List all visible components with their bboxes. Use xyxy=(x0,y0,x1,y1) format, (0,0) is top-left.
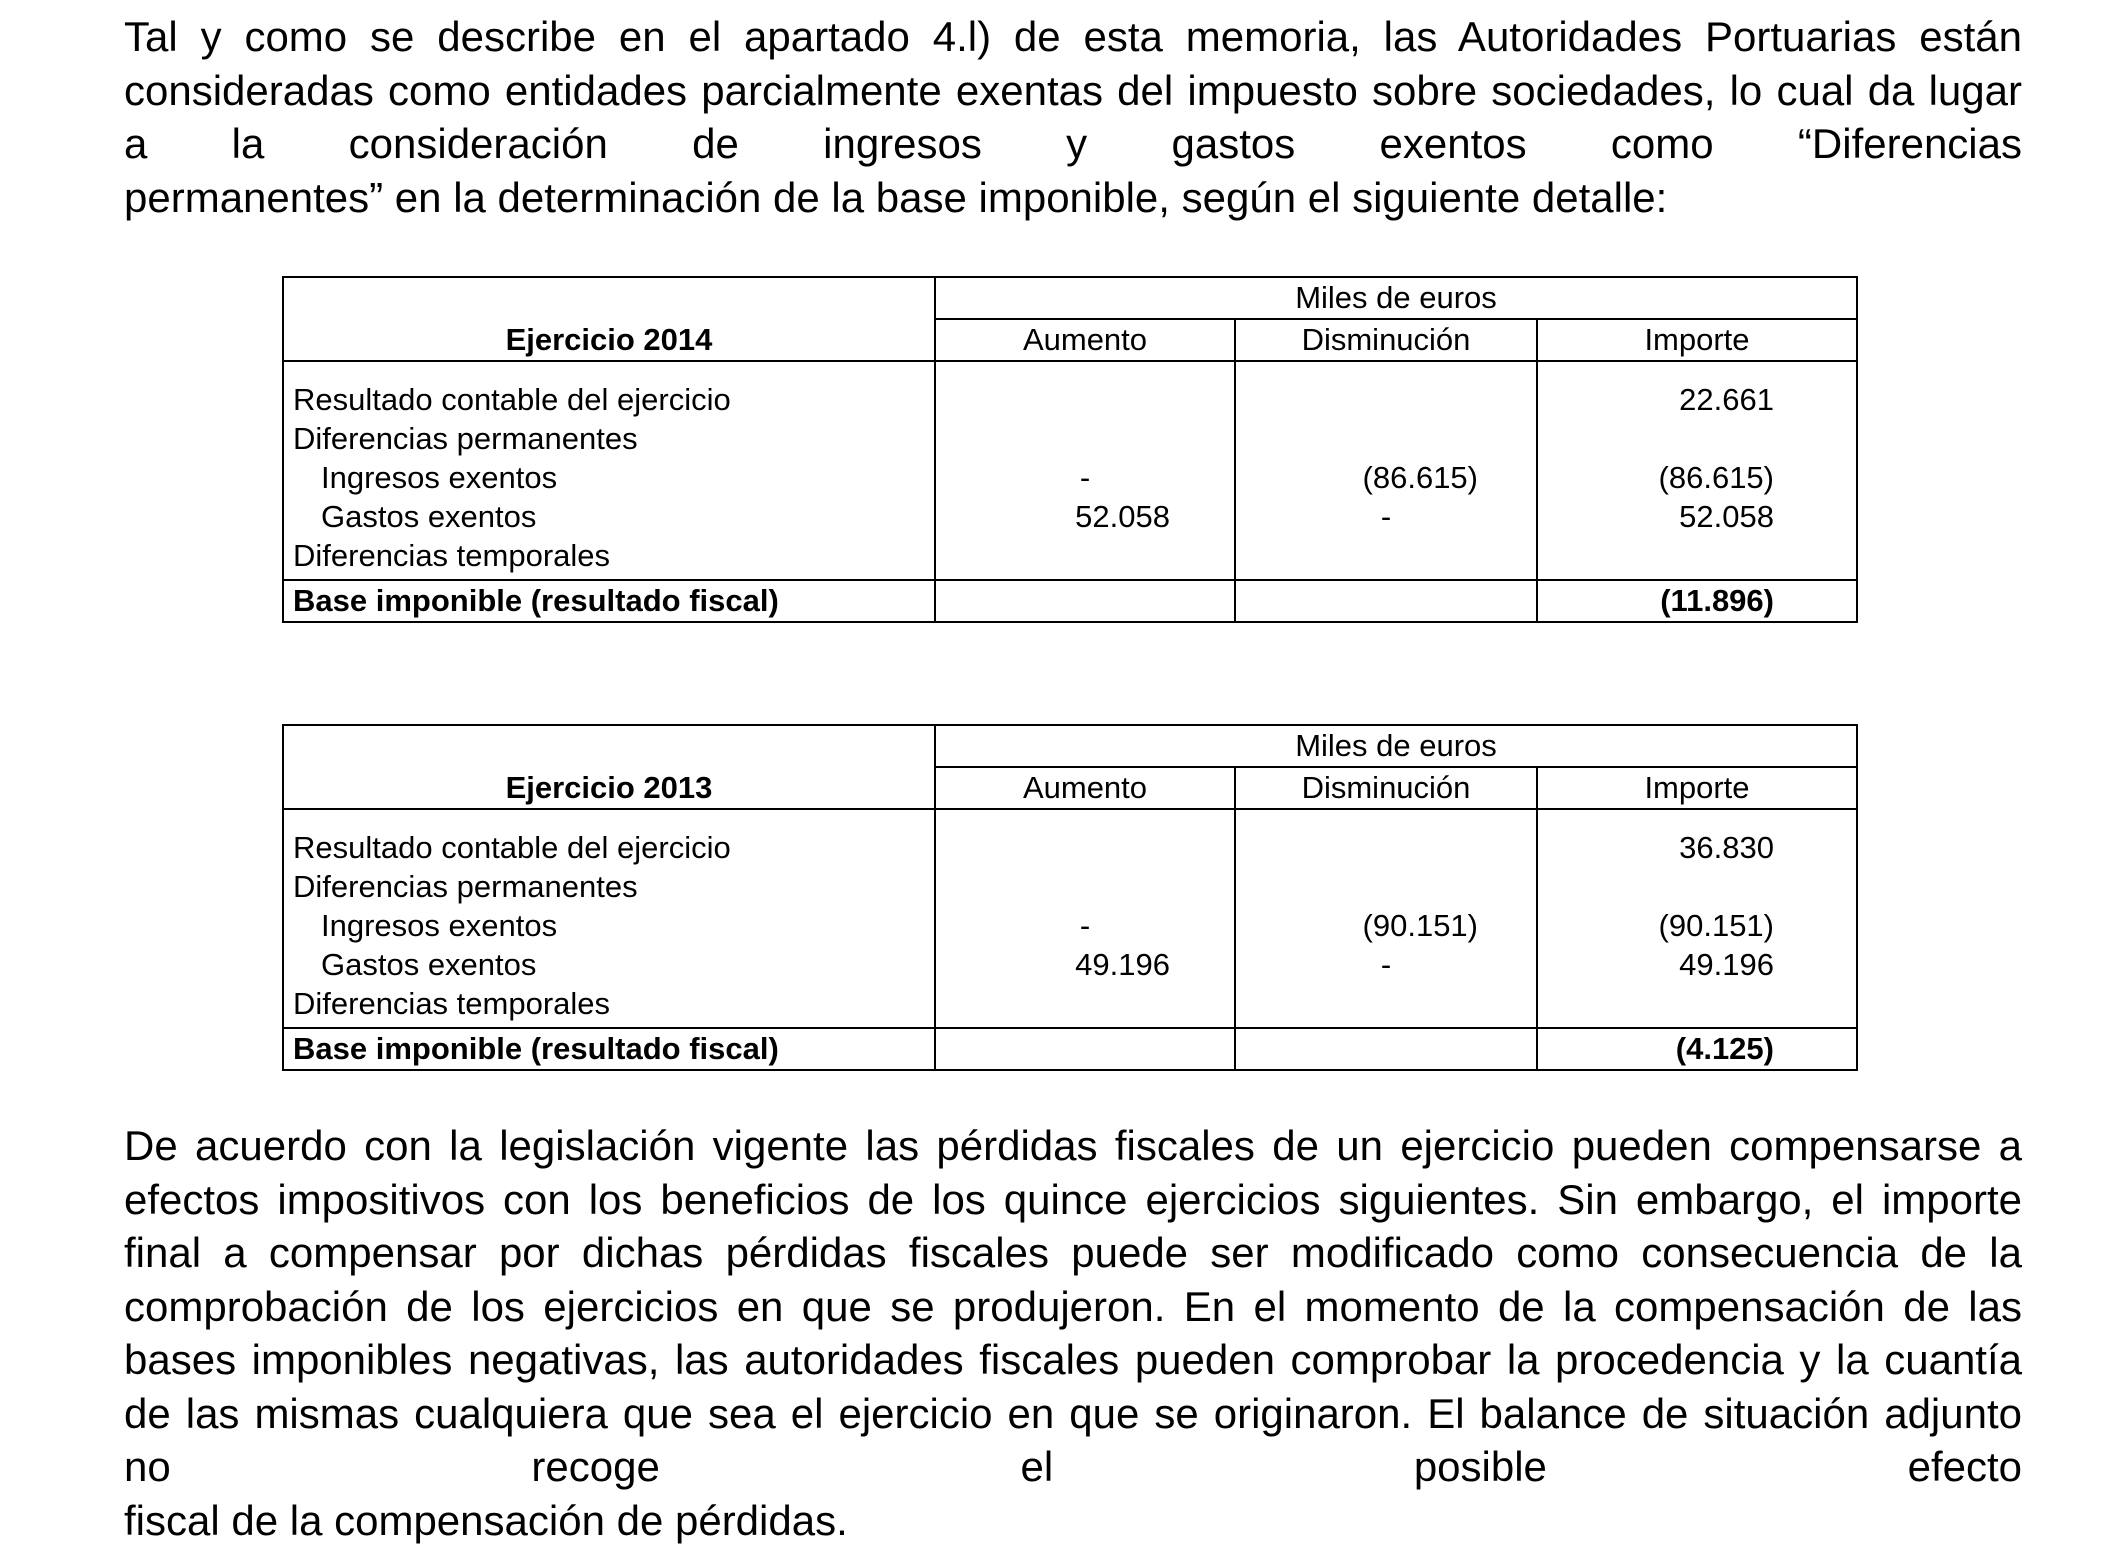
total-importe: (11.896) xyxy=(1537,580,1857,622)
column-header-aumento: Aumento xyxy=(935,319,1235,361)
column-header-aumento: Aumento xyxy=(935,767,1235,809)
disminucion-values xyxy=(1235,809,1537,1028)
table-title: Ejercicio 2013 xyxy=(505,770,713,805)
cell-value: - xyxy=(1380,499,1392,534)
row-label: Diferencias permanentes xyxy=(293,869,638,904)
group-header: Miles de euros xyxy=(935,725,1857,767)
cell-value: - xyxy=(1079,908,1091,943)
total-aumento xyxy=(935,1028,1235,1070)
tax-table-2014 xyxy=(282,276,1858,623)
row-label: Diferencias temporales xyxy=(293,538,611,573)
intro-paragraph-last-line: permanentes” en la determinación de la base imponible, según el siguiente detalle: xyxy=(124,173,1668,221)
group-header: Miles de euros xyxy=(935,277,1857,319)
closing-paragraph-body: De acuerdo con la legislación vigente las pérdidas fiscales de un ejercicio pueden compensarse a efectos impositivos con los beneficios de los quince ejercicios siguientes. Sin embargo, el importe final a compensar por dichas pérdidas fiscales puede ser modificado como consecuencia de la comprobación de los ejercicios en que se produjeron. En el momento de la compensación de las bases imponibles negativas, las autoridades fiscales pueden comprobar la procedencia y la cuantía de las mismas cualquiera que sea el ejercicio en que se originaron. El balance de situación adjunto no recoge el posible efecto xyxy=(124,1122,2022,1490)
cell-value xyxy=(1236,419,1536,458)
cell-value: 52.058 xyxy=(1075,499,1170,534)
table-title: Ejercicio 2014 xyxy=(505,322,713,357)
total-disminucion xyxy=(1235,1028,1537,1070)
column-header-disminucion: Disminución xyxy=(1235,767,1537,809)
cell-value: 49.196 xyxy=(1679,947,1774,982)
disminucion-values xyxy=(1235,361,1537,580)
cell-value xyxy=(936,828,1234,867)
cell-value xyxy=(1236,380,1536,419)
row-label: Resultado contable del ejercicio xyxy=(293,830,731,865)
cell-value xyxy=(1538,984,1856,1023)
row-label: Gastos exentos xyxy=(321,499,537,534)
cell-value xyxy=(936,984,1234,1023)
aumento-values xyxy=(935,809,1235,1028)
cell-value: (90.151) xyxy=(1362,908,1478,943)
cell-value xyxy=(1538,419,1856,458)
row-label: Resultado contable del ejercicio xyxy=(293,382,731,417)
cell-value: 22.661 xyxy=(1679,382,1774,417)
cell-value xyxy=(936,380,1234,419)
intro-paragraph-body: Tal y como se describe en el apartado 4.l) de esta memoria, las Autoridades Portuarias están consideradas como entidades parcialmente exentas del impuesto sobre sociedades, lo cual da lugar a la consideración de ingresos y gastos exentos como “Diferencias xyxy=(124,13,2022,167)
cell-value xyxy=(1236,984,1536,1023)
tax-table-2013 xyxy=(282,724,1858,1071)
row-label: Diferencias temporales xyxy=(293,986,611,1021)
row-label: Ingresos exentos xyxy=(321,908,558,943)
cell-value: 52.058 xyxy=(1679,499,1774,534)
cell-value: (86.615) xyxy=(1658,460,1774,495)
cell-value: (86.615) xyxy=(1362,460,1478,495)
importe-values xyxy=(1537,809,1857,1028)
cell-value xyxy=(1538,867,1856,906)
cell-value: 49.196 xyxy=(1075,947,1170,982)
cell-value xyxy=(1236,536,1536,575)
row-label: Diferencias permanentes xyxy=(293,421,638,456)
row-label: Ingresos exentos xyxy=(321,460,558,495)
cell-value: (90.151) xyxy=(1658,908,1774,943)
total-label: Base imponible (resultado fiscal) xyxy=(283,1028,935,1070)
table-title-cell xyxy=(283,277,935,361)
closing-paragraph-last-line: fiscal de la compensación de pérdidas. xyxy=(124,1496,848,1544)
column-header-disminucion: Disminución xyxy=(1235,319,1537,361)
cell-value xyxy=(936,419,1234,458)
total-label: Base imponible (resultado fiscal) xyxy=(283,580,935,622)
table-title-cell xyxy=(283,725,935,809)
row-label: Gastos exentos xyxy=(321,947,537,982)
cell-value xyxy=(1538,536,1856,575)
row-labels xyxy=(283,809,935,1028)
total-aumento xyxy=(935,580,1235,622)
total-importe: (4.125) xyxy=(1537,1028,1857,1070)
cell-value: 36.830 xyxy=(1679,830,1774,865)
cell-value xyxy=(936,867,1234,906)
column-header-importe: Importe xyxy=(1537,319,1857,361)
intro-paragraph xyxy=(124,10,2022,224)
row-labels xyxy=(283,361,935,580)
cell-value xyxy=(936,536,1234,575)
closing-paragraph xyxy=(124,1119,2022,1547)
column-header-importe: Importe xyxy=(1537,767,1857,809)
cell-value: - xyxy=(1079,460,1091,495)
aumento-values xyxy=(935,361,1235,580)
cell-value xyxy=(1236,867,1536,906)
total-disminucion xyxy=(1235,580,1537,622)
cell-value: - xyxy=(1380,947,1392,982)
importe-values xyxy=(1537,361,1857,580)
cell-value xyxy=(1236,828,1536,867)
